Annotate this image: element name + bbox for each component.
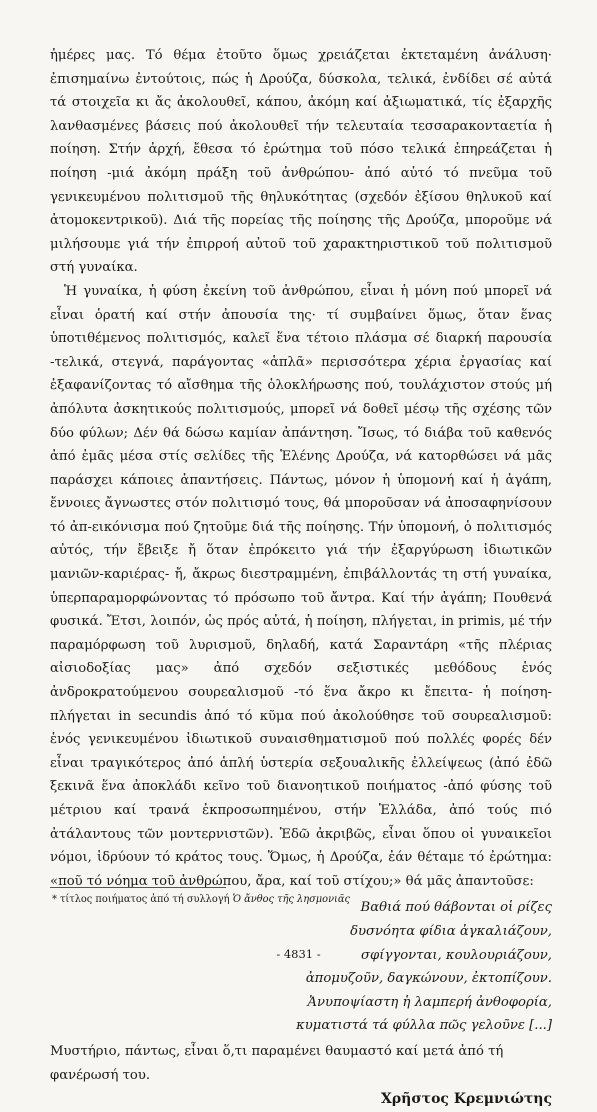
paragraph-1: ἡμέρες μας. Τό θέμα ἐτοῦτο ὅμως χρειάζεται ἐκτεταμένη ἀνάλυση· ἐπισημαίνω ἐντούτοις, πώς ἡ Δρούζα, δύσκολα, τελικά, ἐνδίδει σέ αὐτά τά στοιχεῖα κι ἄς ἀκολουθεῖ, κάπου, ἀκόμη καί ἀξιωματικά, τίς ἐξαρχῆς λανθασμένες βάσεις πού ἀκολουθεῖ τήν τελευταία τεσσαρακονταετία ἡ ποίηση. Στήν ἀρχή, ἔθεσα τό ἐρώτημα τοῦ πόσο τελικά ἐπηρεάζεται ἡ ποίηση -μιά ἀκόμη πράξη τοῦ ἀνθρώπου- ἀπό αὐτό τό πνεῦμα τοῦ γενικευμένου πολιτισμοῦ τῆς θηλυκότητας (σχεδόν ἐξίσου θηλυκοῦ καί ἀτομοκεντρικοῦ). Διά τῆς πορείας τῆς ποίησης τῆς Δρούζα, μποροῦμε νά μιλήσουμε γιά τήν ἐπιρροή αὐτοῦ τοῦ χαρακτηριστικοῦ τοῦ πολιτισμοῦ στή γυναίκα. xyxy=(50,48,552,276)
poem-line: σφίγγονται, κουλουριάζουν, xyxy=(361,947,552,963)
page-number: - 4831 - xyxy=(276,947,321,961)
poem-line: δυσνόητα φίδια ἀγκαλιάζουν, xyxy=(350,923,552,939)
closing-sentence: Μυστήριο, πάντως, εἶναι ὅ,τι παραμένει θαυμαστό καί μετά ἀπό τή φανέρωσή του. xyxy=(50,1043,504,1083)
footnote-text: * τίτλος ποιήματος ἀπό τή συλλογή xyxy=(52,894,230,905)
poem-line: Ἀνυποψίαστη ἡ λαμπερή ἀνθοφορία, xyxy=(307,994,552,1010)
footnote xyxy=(52,893,552,907)
poem-line: Βαθιά πού θάβονται οἱ ρίζες xyxy=(360,900,552,916)
paragraph-2: Ἡ γυναίκα, ἡ φύση ἐκείνη τοῦ ἀνθρώπου, εἶναι ἡ μόνη πού μπορεῖ νά εἶναι ὁρατή καί στήν ἀπουσία της· τί συμβαίνει ὅμως, ὅταν ἕνας ὑποτιθέμενος πολιτισμός, καλεῖ ἕνα τέτοιο πλάσμα σέ διαρκή παρουσία -τελικά, στεγνά, παράγοντας «ἁπλᾶ» περισσότερα χέρια ἐργασίας καί ἐξαφανίζοντας τό αἴσθημα τῆς ὁλοκλήρωσης πού, τουλάχιστον στούς μή ἀπόλυτα ἀσκητικούς πολιτισμούς, μπορεῖ νά δοθεῖ μέσῳ τῆς σχέσης τῶν δύο φύλων; Δέν θά δώσω καμίαν ἀπάντηση. Ἴσως, τό διάβα τοῦ καθενός ἀπό ἐμᾶς μέσα στίς σελίδες τῆς Ἑλένης Δρούζα, νά κατορθώσει νά μᾶς παράσχει κάποιες ἀπαντήσεις. Πάντως, μόνον ἡ ὑπομονή καί ἡ ἀγάπη, ἔννοιες ἄγνωστες στόν πολιτισμό τους, θά μποροῦσαν νά ἀποσαφηνίσουν τό ἀπ-εικόνισμα πού ζητοῦμε διά τῆς ποίησης. Τήν ὑπομονή, ὁ πολιτισμός αὐτός, τήν ἔβειξε ἤ ὅταν ἐπρόκειτο γιά τήν ἐξαργύρωση ἰδιωτικῶν μανιῶν-καριέρας- ἤ, ἄκρως διεστραμμένη, ἐπιβάλλοντάς τη στή γυναίκα, ὑπερπαραμορφώνοντας τό πρόσωπο τοῦ ἄντρα. Καί τήν ἀγάπη; Πουθενά φυσικά. Ἔτσι, λοιπόν, ὡς πρός αὐτά, ἡ ποίηση, πλήγεται, in primis, μέ τήν παραμόρφωση τοῦ λυρισμοῦ, δηλαδή, κατά Σαραντάρη «τῆς πλέριας αἰσιοδοξίας μας» ἀπό σχεδόν σεξιστικές μεθόδους ἑνός ἀνδροκρατούμενου σουρεαλισμοῦ -τό ἕνα ἄκρο κι ἔπειτα- ἡ ποίηση- πλήγεται in secundis ἀπό τό κῦμα πού ἀκολούθησε τοῦ σουρεαλισμοῦ: ἑνός γενικευμένου ἰδιωτικοῦ συναισθηματισμοῦ πού πολλές φορές δέν εἶναι τραγικότερος ἀπό ἁπλή ὑστερία σεξουαλικῆς ἐλλείψεως (ἀπό ἐδῶ ξεκινᾶ ἕνα ἀποκλάδι κεῖνο τοῦ διανοητικοῦ ποιήματος -ἀπό φύσης τοῦ μέτριου καί τρανά ἐκπροσωπημένου, στήν Ἑλλάδα, ἀπό τούς πιό ἀτάλαντους τῶν μοντερνιστῶν). Ἐδῶ ἀκριβῶς, εἶναι ὅπου οἱ γυναικεῖοι νόμοι, ἱδρύουν τό κράτος τους. Ὅμως, ἡ Δρούζα, ἐάν θέταμε τό ἐρώτημα: «ποῦ τό νόημα τοῦ ἀνθρώπου, ἄρα, καί τοῦ στίχου;» θά μᾶς ἀπαντοῦσε: xyxy=(50,283,552,889)
author-name: Χρῆστος Κρεμνιώτης xyxy=(380,1091,552,1108)
footnote-divider xyxy=(50,887,226,888)
poem-line: κυματιστά τά φύλλα πῶς γελοῦνε [...] xyxy=(296,1018,552,1034)
poem-line: ἀπομυζοῦν, δαγκώνουν, ἐκτοπίζουν. xyxy=(305,971,552,987)
footnote-book-title: Ὁ ἄνθος τῆς λησμονιᾶς xyxy=(232,894,350,905)
poem-excerpt xyxy=(50,896,552,1038)
